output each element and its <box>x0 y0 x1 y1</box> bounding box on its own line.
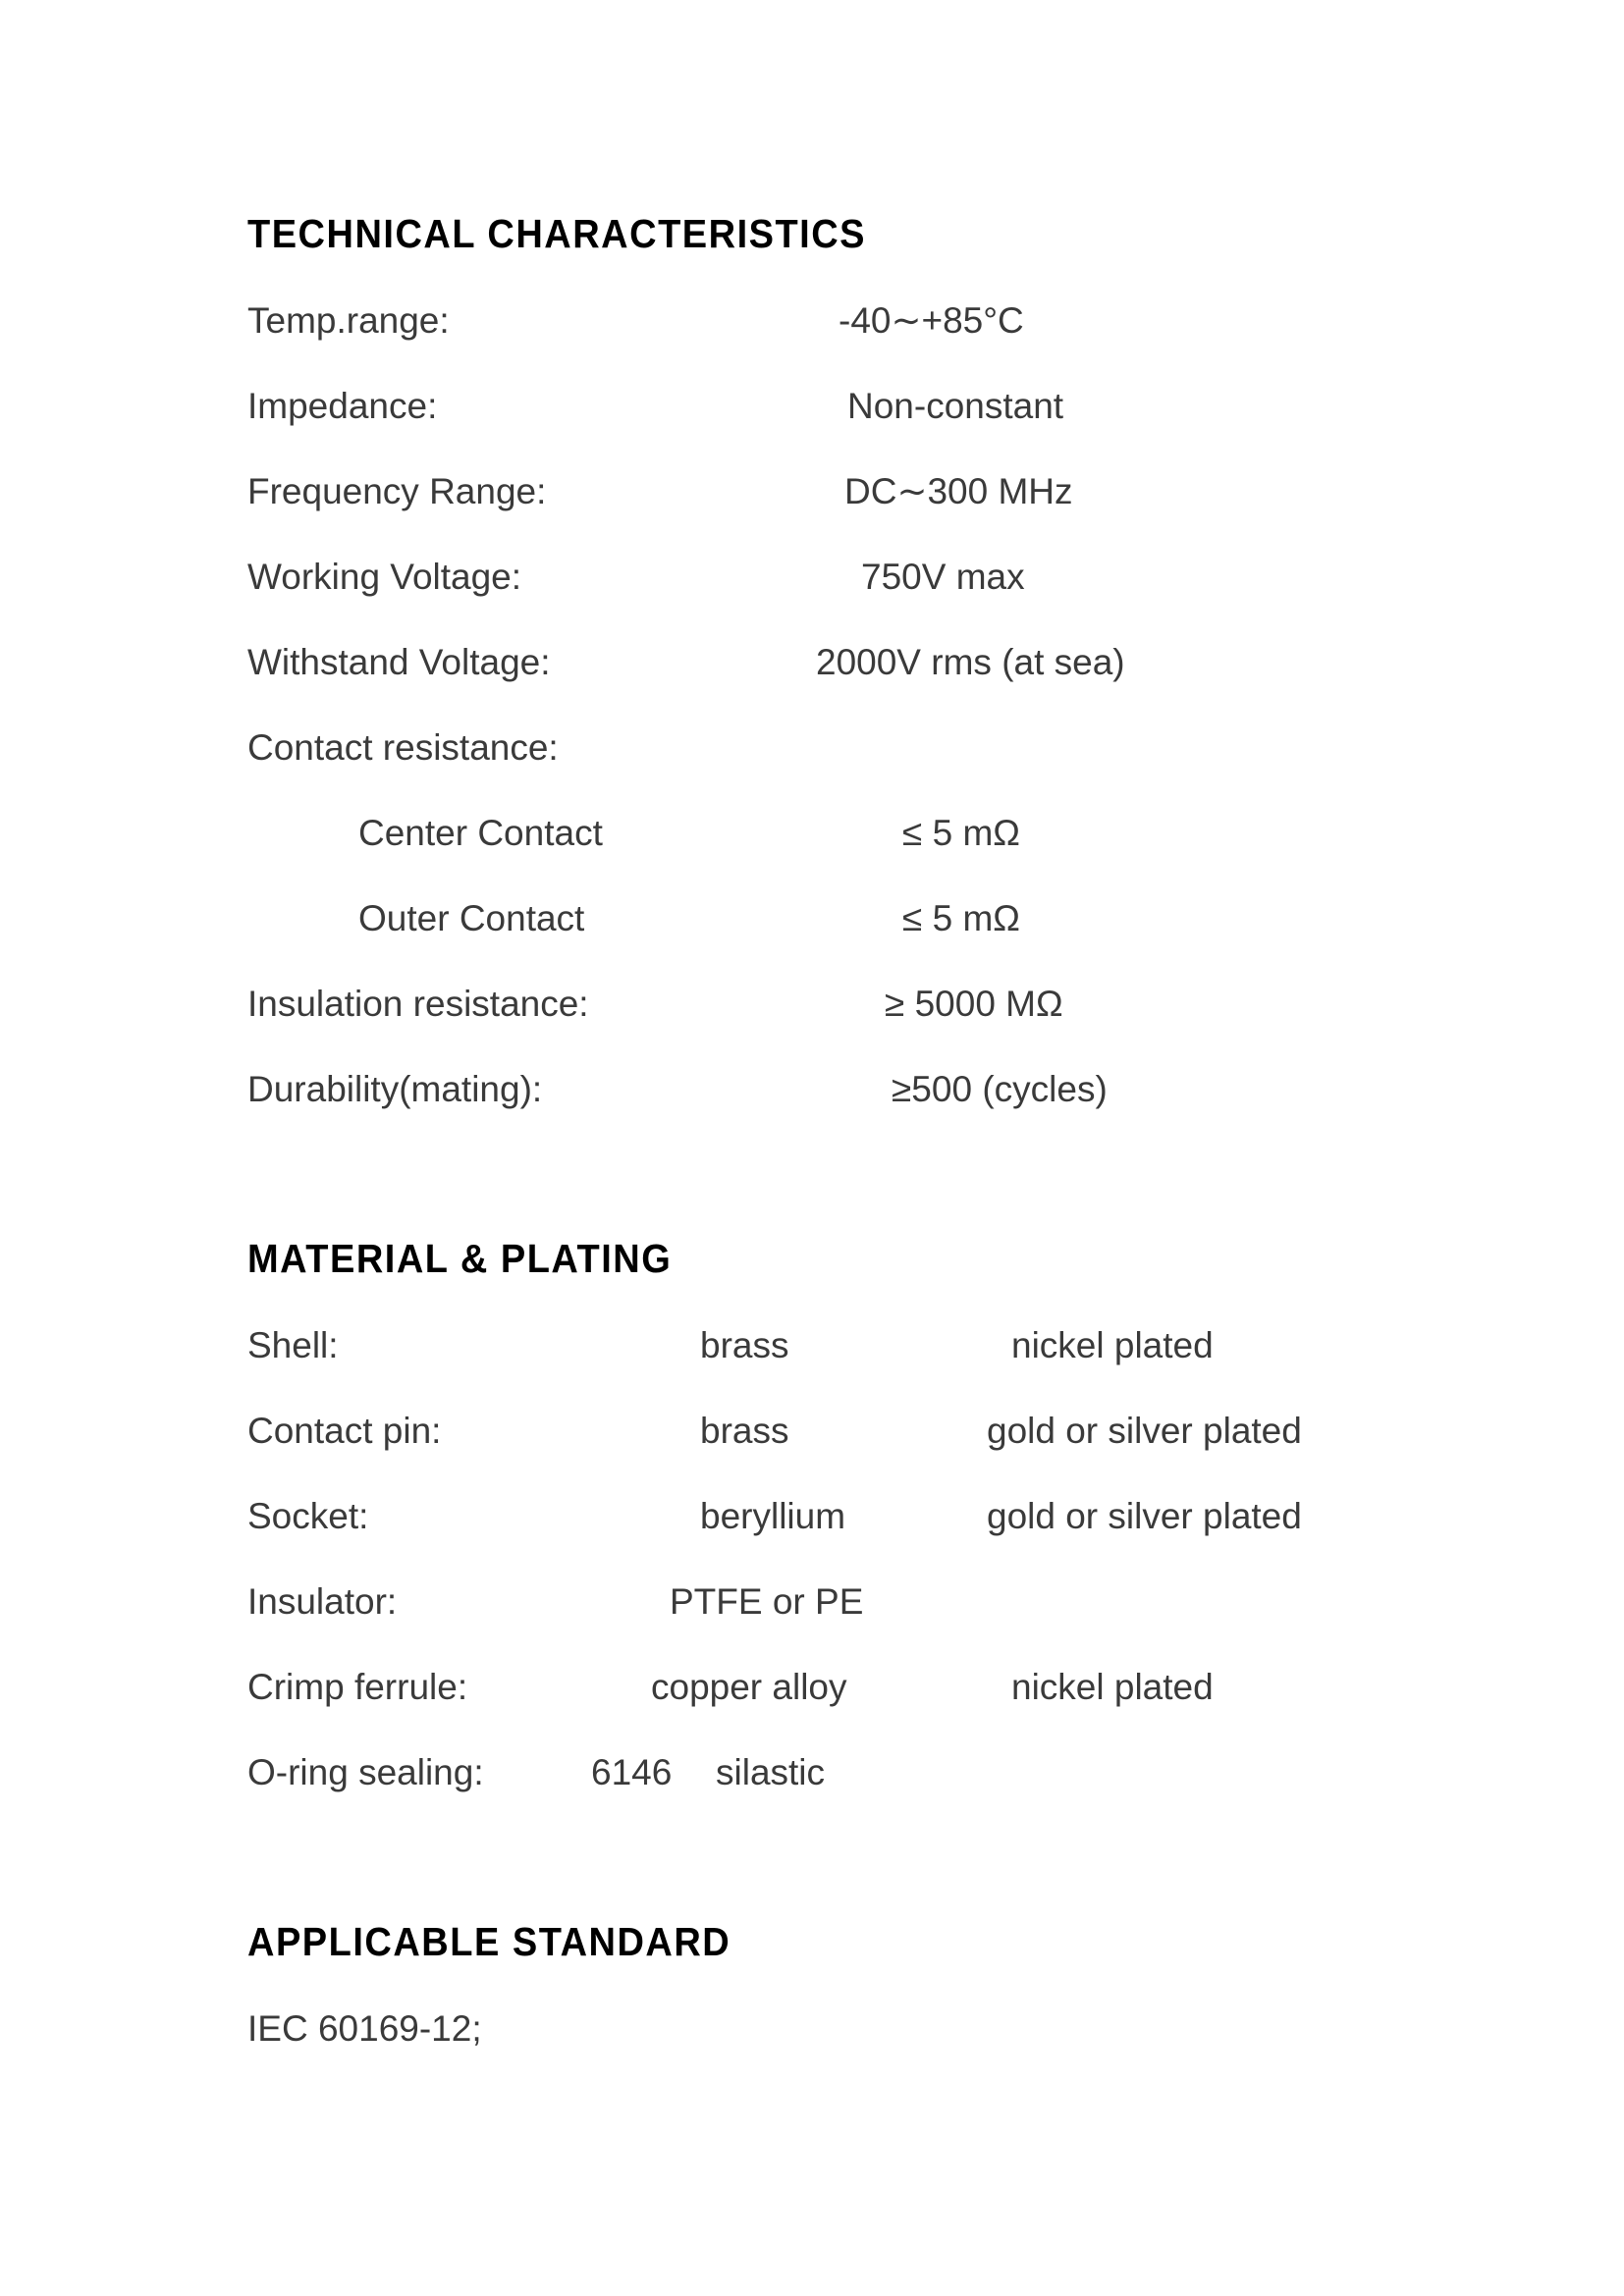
section-gap <box>0 1815 1624 1900</box>
row-value: DC∼300 MHz <box>844 471 1073 511</box>
row-label: Insulator: <box>247 1581 398 1622</box>
row-insulation-resistance <box>0 961 1624 1046</box>
row-frequency-range <box>0 449 1624 534</box>
row-label: Working Voltage: <box>247 557 522 597</box>
row-value: -40∼+85°C <box>839 300 1024 341</box>
row-durability-mating <box>0 1046 1624 1132</box>
row-insulator <box>0 1559 1624 1644</box>
section-heading: TECHNICAL CHARACTERISTICS <box>247 212 867 257</box>
row-temp-range <box>0 278 1624 363</box>
row-material: beryllium <box>700 1496 846 1536</box>
row-label: Insulation resistance: <box>247 984 589 1024</box>
row-material: brass <box>700 1325 789 1365</box>
row-withstand-voltage <box>0 619 1624 705</box>
row-label: Shell: <box>247 1325 339 1365</box>
row-value: ≤ 5 mΩ <box>902 898 1020 938</box>
row-material-2: silastic <box>716 1752 826 1792</box>
row-label: IEC 60169-12; <box>247 2008 482 2049</box>
row-label: Crimp ferrule: <box>247 1667 468 1707</box>
row-material: PTFE or PE <box>670 1581 864 1622</box>
row-material: brass <box>700 1411 789 1451</box>
row-crimp-ferrule <box>0 1644 1624 1730</box>
row-shell <box>0 1303 1624 1388</box>
row-label: Withstand Voltage: <box>247 642 551 682</box>
row-value: ≤ 5 mΩ <box>902 813 1020 853</box>
row-plating: gold or silver plated <box>987 1496 1302 1536</box>
row-label: Socket: <box>247 1496 369 1536</box>
row-value: 2000V rms (at sea) <box>816 642 1125 682</box>
row-label: Impedance: <box>247 386 438 426</box>
row-label: Durability(mating): <box>247 1069 543 1109</box>
row-material: copper alloy <box>651 1667 847 1707</box>
row-value: Non-constant <box>847 386 1064 426</box>
section-heading: APPLICABLE STANDARD <box>247 1920 731 1965</box>
section-gap <box>0 1132 1624 1217</box>
row-impedance <box>0 363 1624 449</box>
row-outer-contact <box>0 876 1624 961</box>
row-label: Center Contact <box>358 813 603 853</box>
section-technical-characteristics <box>0 192 1624 278</box>
row-material: 6146 <box>591 1752 673 1792</box>
row-center-contact <box>0 790 1624 876</box>
row-label: Frequency Range: <box>247 471 547 511</box>
row-plating: gold or silver plated <box>987 1411 1302 1451</box>
row-socket <box>0 1473 1624 1559</box>
row-value: ≥500 (cycles) <box>892 1069 1108 1109</box>
section-applicable-standard <box>0 1900 1624 1986</box>
document-content <box>0 192 1624 2071</box>
row-label: Outer Contact <box>358 898 585 938</box>
row-plating: nickel plated <box>1011 1325 1214 1365</box>
row-label: Temp.range: <box>247 300 450 341</box>
row-value: ≥ 5000 MΩ <box>885 984 1063 1024</box>
row-label: O-ring sealing: <box>247 1752 484 1792</box>
row-label: Contact resistance: <box>247 727 559 768</box>
row-contact-pin <box>0 1388 1624 1473</box>
row-plating: nickel plated <box>1011 1667 1214 1707</box>
section-heading: MATERIAL & PLATING <box>247 1237 673 1282</box>
row-iec-standard <box>0 1986 1624 2071</box>
row-label: Contact pin: <box>247 1411 442 1451</box>
row-value: 750V max <box>861 557 1025 597</box>
row-oring-sealing <box>0 1730 1624 1815</box>
row-contact-resistance <box>0 705 1624 790</box>
row-working-voltage <box>0 534 1624 619</box>
section-material-plating <box>0 1217 1624 1303</box>
